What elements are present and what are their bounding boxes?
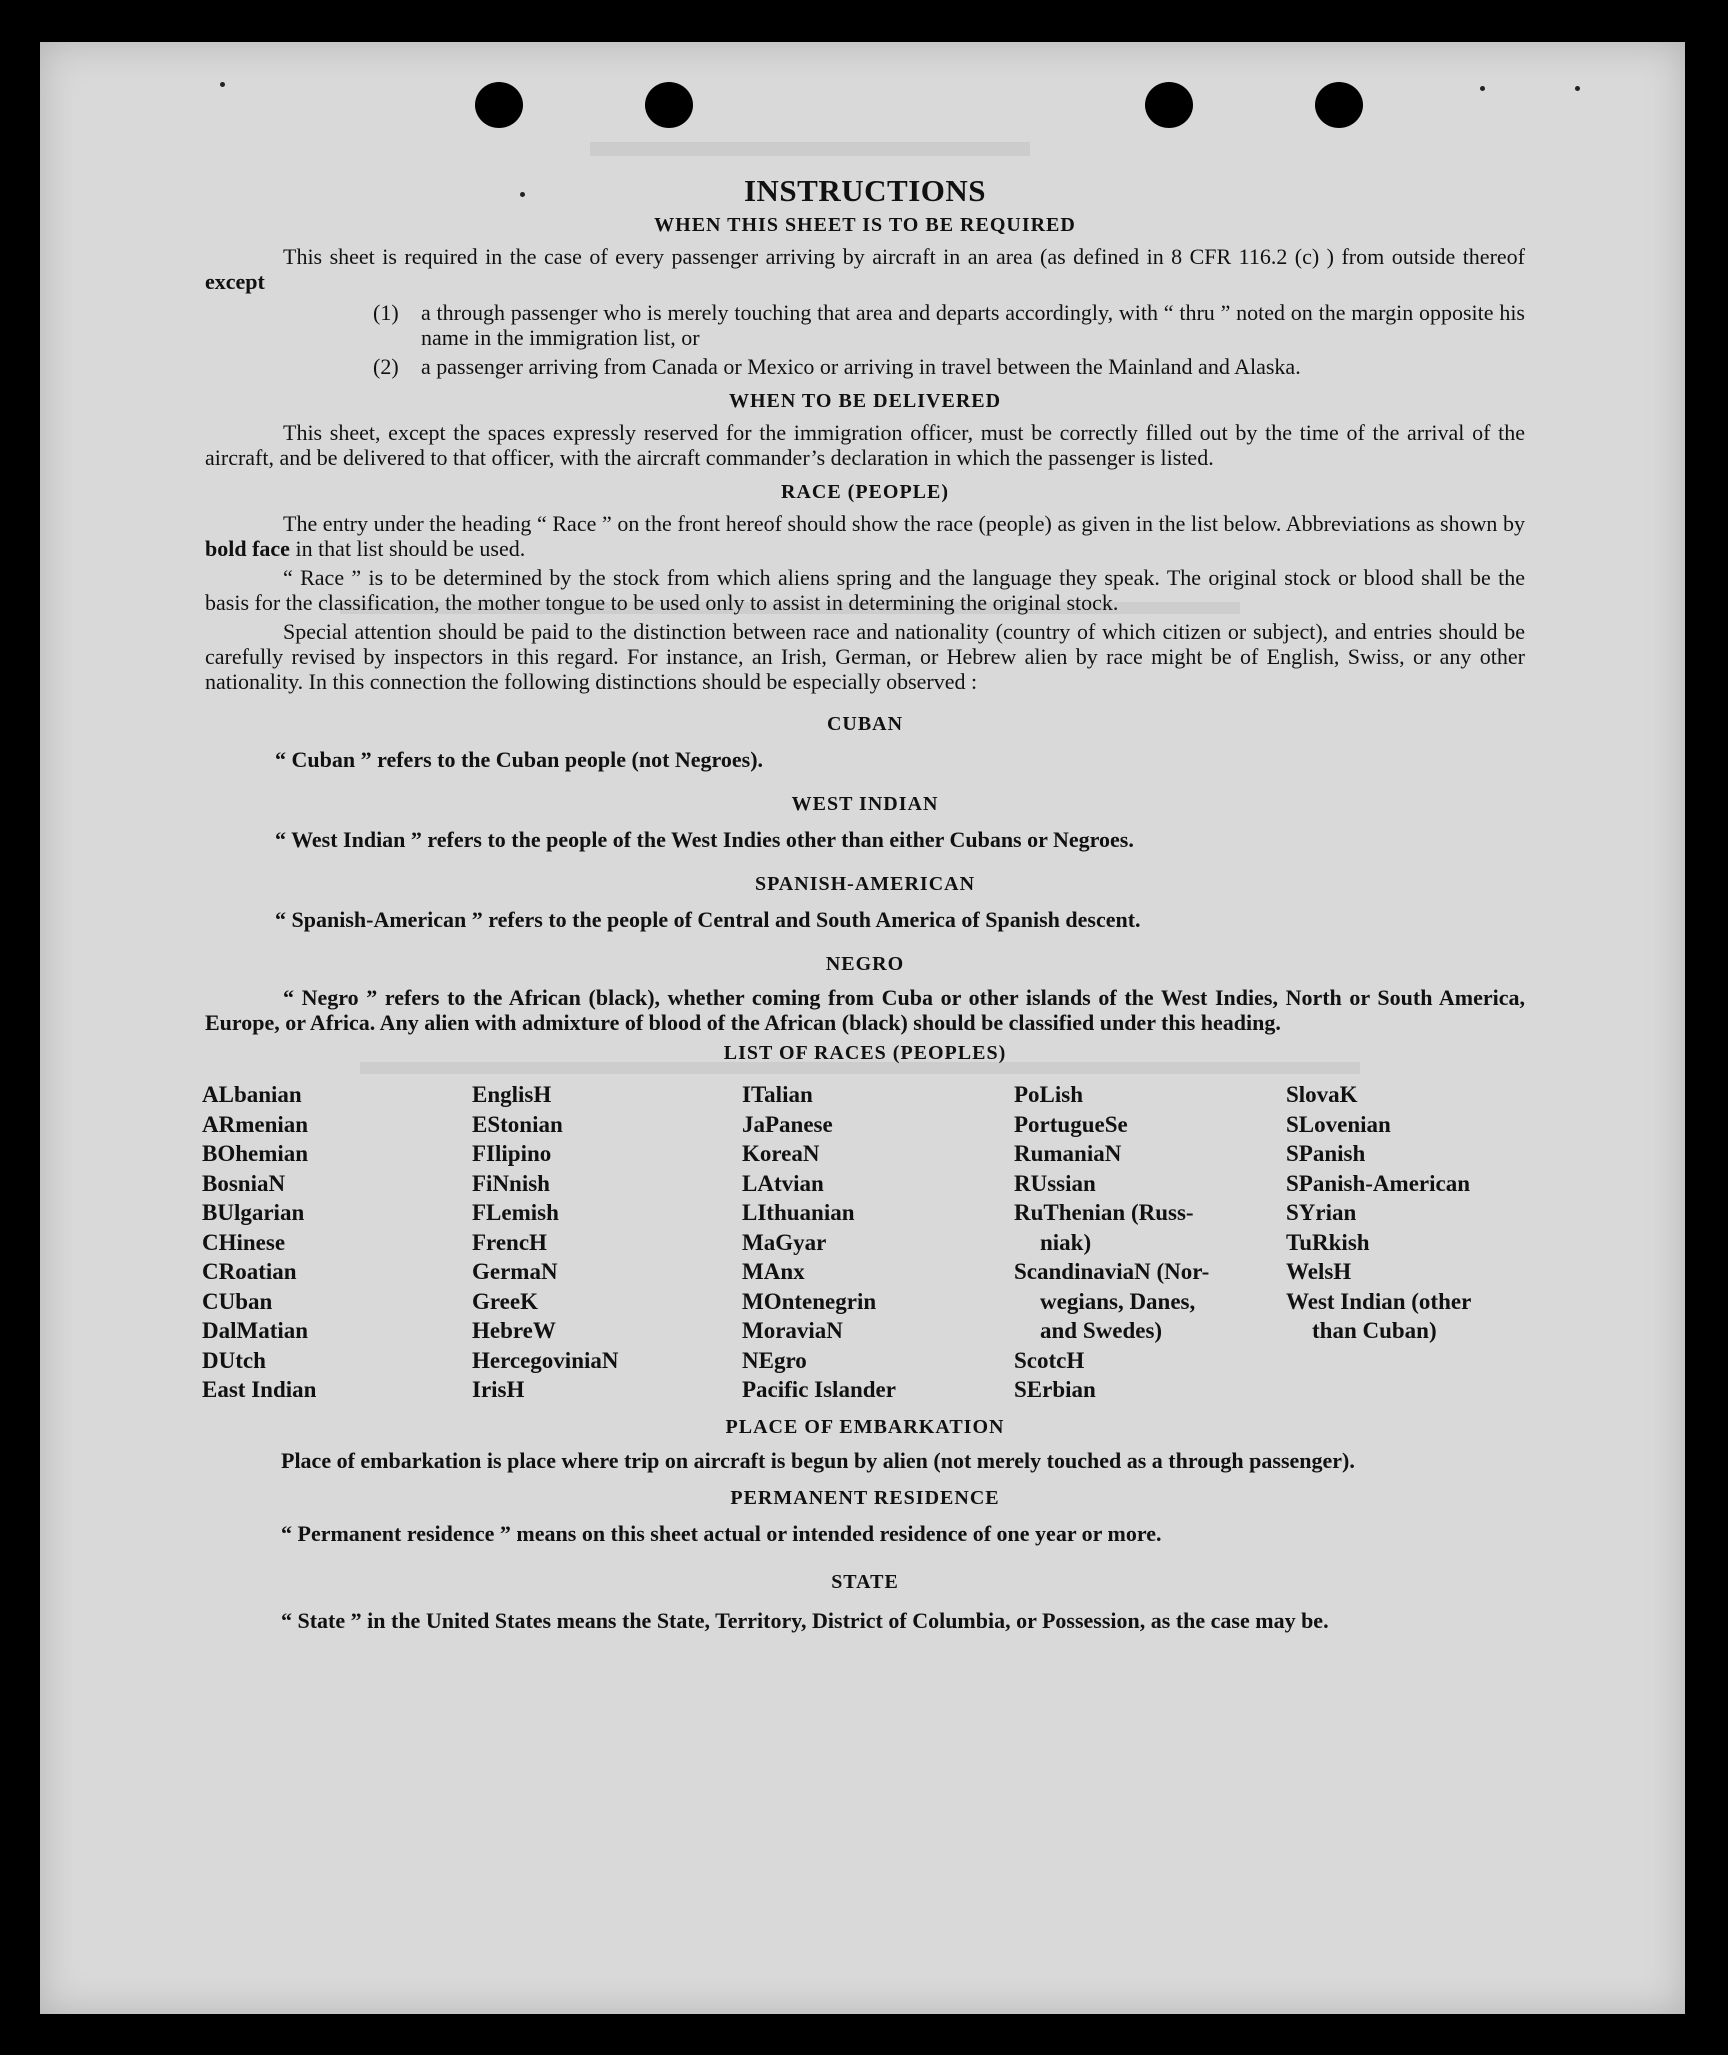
race-entry: ITalian: [742, 1082, 813, 1107]
race-entry: SErbian: [1014, 1377, 1096, 1402]
race-entry: BUlgarian: [202, 1200, 305, 1225]
paragraph: Place of embarkation is place where trip on aircraft is begun by alien (not merely touched as a through passenger).: [281, 1447, 1355, 1473]
race-entry: EStonian: [472, 1111, 563, 1137]
race-column: [1014, 1080, 1286, 1405]
race-entry: DUtch: [202, 1347, 266, 1373]
race-entry: RuThenian (Russ-: [1014, 1200, 1194, 1225]
section-heading: PLACE OF EMBARKATION: [725, 1415, 1005, 1438]
race-entry: BosniaN: [202, 1170, 286, 1196]
race-entry: LAtvian: [742, 1170, 824, 1196]
race-entry: ScandinaviaN (Nor-: [1014, 1259, 1210, 1284]
section-heading: WHEN THIS SHEET IS TO BE REQUIRED: [654, 214, 1076, 236]
race-entry: FIlipino: [472, 1141, 552, 1166]
race-entry: RumaniaN: [1014, 1141, 1122, 1166]
race-entry: CHinese: [202, 1229, 286, 1255]
section-heading: NEGRO: [825, 953, 905, 975]
speck: [220, 82, 225, 87]
race-entry: JaPanese: [742, 1111, 833, 1137]
race-entry: ScotcH: [1014, 1347, 1085, 1373]
bleed-through-line: [590, 142, 1030, 156]
section-heading: CUBAN: [826, 713, 904, 735]
race-entry: IrisH: [472, 1377, 525, 1402]
section-heading: STATE: [831, 1570, 899, 1593]
race-column: [472, 1080, 742, 1405]
race-entry: SPanish: [1286, 1141, 1366, 1166]
race-column: [202, 1080, 472, 1405]
race-entry: FrencH: [472, 1229, 547, 1255]
race-entry: SLovenian: [1286, 1111, 1391, 1137]
list-number: (2): [373, 354, 399, 379]
race-entry: KoreaN: [742, 1141, 820, 1166]
race-entry: ALbanian: [202, 1082, 302, 1107]
race-entry: EnglisH: [472, 1082, 552, 1107]
emphasis: bold face: [205, 536, 290, 561]
emphasis: except: [205, 269, 265, 294]
paragraph: “ State ” in the United States means the State, Territory, District of Columbia, or Possession, as the case may be.: [281, 1607, 1329, 1633]
race-entry: FiNnish: [472, 1170, 550, 1196]
race-entry: East Indian: [202, 1377, 317, 1402]
race-list: [202, 1080, 1525, 1405]
race-entry-continued: wegians, Danes,: [1040, 1288, 1196, 1314]
race-entry: SlovaK: [1286, 1082, 1358, 1107]
race-entry-continued: than Cuban): [1312, 1318, 1437, 1343]
race-entry: Pacific Islander: [742, 1377, 896, 1402]
race-entry: PortugueSe: [1014, 1111, 1128, 1137]
paragraph-text: in that list should be used.: [295, 536, 526, 561]
paragraph: “ Race ” is to be determined by the stock from which aliens spring and the language they speak. The original stock or blood shall be the basis for the classification, the mother tongue to be used only to assist in determining the original stock.: [205, 565, 1525, 615]
speck: [1480, 86, 1485, 91]
race-entry: MAnx: [742, 1259, 805, 1284]
race-entry: West Indian (other: [1286, 1288, 1472, 1314]
race-entry: PoLish: [1014, 1082, 1084, 1107]
paragraph: This sheet, except the spaces expressly reserved for the immigration officer, must be correctly filled out by the time of the arrival of the aircraft, and be delivered to that officer, with the aircraft commander’s declaration in which the passenger is listed.: [205, 420, 1525, 470]
paragraph-text: This sheet is required in the case of every passenger arriving by aircraft in an area (as defined in 8 CFR 116.2 (c) ) from outside thereof: [283, 244, 1525, 269]
race-entry: TuRkish: [1286, 1229, 1370, 1255]
section-heading: RACE (PEOPLE): [781, 481, 949, 503]
race-entry: RUssian: [1014, 1170, 1096, 1196]
race-entry: BOhemian: [202, 1141, 309, 1166]
punch-hole: [1145, 82, 1193, 128]
race-entry: FLemish: [472, 1200, 559, 1225]
list-item: [373, 354, 1525, 379]
paragraph: “ Spanish-American ” refers to the people of Central and South America of Spanish descent.: [275, 907, 1141, 932]
race-entry: MOntenegrin: [742, 1288, 877, 1314]
race-entry: SYrian: [1286, 1200, 1357, 1225]
paragraph-text: The entry under the heading “ Race ” on the front hereof should show the race (people) as given in the list below. Abbreviations as shown by: [283, 511, 1525, 536]
list-item: [373, 300, 1525, 350]
race-entry: LIthuanian: [742, 1200, 855, 1225]
race-entry: CRoatian: [202, 1259, 297, 1284]
paragraph: “ West Indian ” refers to the people of the West Indies other than either Cubans or Negroes.: [275, 827, 1134, 852]
race-entry: SPanish-American: [1286, 1170, 1470, 1196]
section-heading: LIST OF RACES (PEOPLES): [723, 1042, 1007, 1064]
race-entry-continued: and Swedes): [1040, 1318, 1163, 1343]
race-column: [742, 1080, 1014, 1405]
race-entry: HebreW: [472, 1318, 556, 1343]
section-heading: PERMANENT RESIDENCE: [730, 1486, 1000, 1509]
speck: [1575, 86, 1580, 91]
punch-hole: [1315, 82, 1363, 128]
paragraph: [205, 244, 1525, 294]
paragraph: Special attention should be paid to the distinction between race and nationality (country of which citizen or subject), and entries should be carefully revised by inspectors in this regard. For instance, an Irish, German, or Hebrew alien by race might be of English, Swiss, or any other nationality. In this connection the following distinctions should be especially observed :: [205, 619, 1525, 694]
paragraph: [205, 511, 1525, 561]
race-entry: NEgro: [742, 1347, 807, 1373]
race-entry: MaGyar: [742, 1229, 827, 1255]
list-text: a through passenger who is merely touching that area and departs accordingly, with “ thru ” noted on the margin opposite his name in the immigration list, or: [421, 300, 1525, 350]
list-number: (1): [373, 300, 399, 325]
instructions-body: [202, 170, 1525, 1643]
race-entry-continued: niak): [1040, 1229, 1092, 1255]
paragraph: “ Cuban ” refers to the Cuban people (not Negroes).: [275, 747, 764, 772]
paragraph: “ Permanent residence ” means on this sheet actual or intended residence of one year or more.: [281, 1520, 1162, 1546]
section-heading: WEST INDIAN: [791, 793, 939, 815]
punch-hole: [645, 82, 693, 128]
race-entry: GreeK: [472, 1288, 538, 1314]
race-column: [1286, 1080, 1522, 1405]
section-heading: SPANISH-AMERICAN: [754, 873, 976, 895]
page-title: INSTRUCTIONS: [743, 173, 986, 208]
race-entry: DalMatian: [202, 1318, 309, 1343]
race-entry: GermaN: [472, 1259, 558, 1284]
punch-hole: [475, 82, 523, 128]
race-entry: WelsH: [1286, 1259, 1352, 1284]
paragraph: “ Negro ” refers to the African (black), whether coming from Cuba or other islands of the West Indies, North or South America, Europe, or Africa. Any alien with admixture of blood of the African (black) should be classified under this heading.: [205, 985, 1525, 1035]
race-entry: HercegoviniaN: [472, 1347, 619, 1373]
race-entry: CUban: [202, 1288, 273, 1314]
section-heading: WHEN TO BE DELIVERED: [728, 390, 1002, 412]
race-entry: MoraviaN: [742, 1318, 843, 1343]
race-entry: ARmenian: [202, 1111, 309, 1137]
list-text: a passenger arriving from Canada or Mexico or arriving in travel between the Mainland and Alaska.: [421, 354, 1301, 379]
